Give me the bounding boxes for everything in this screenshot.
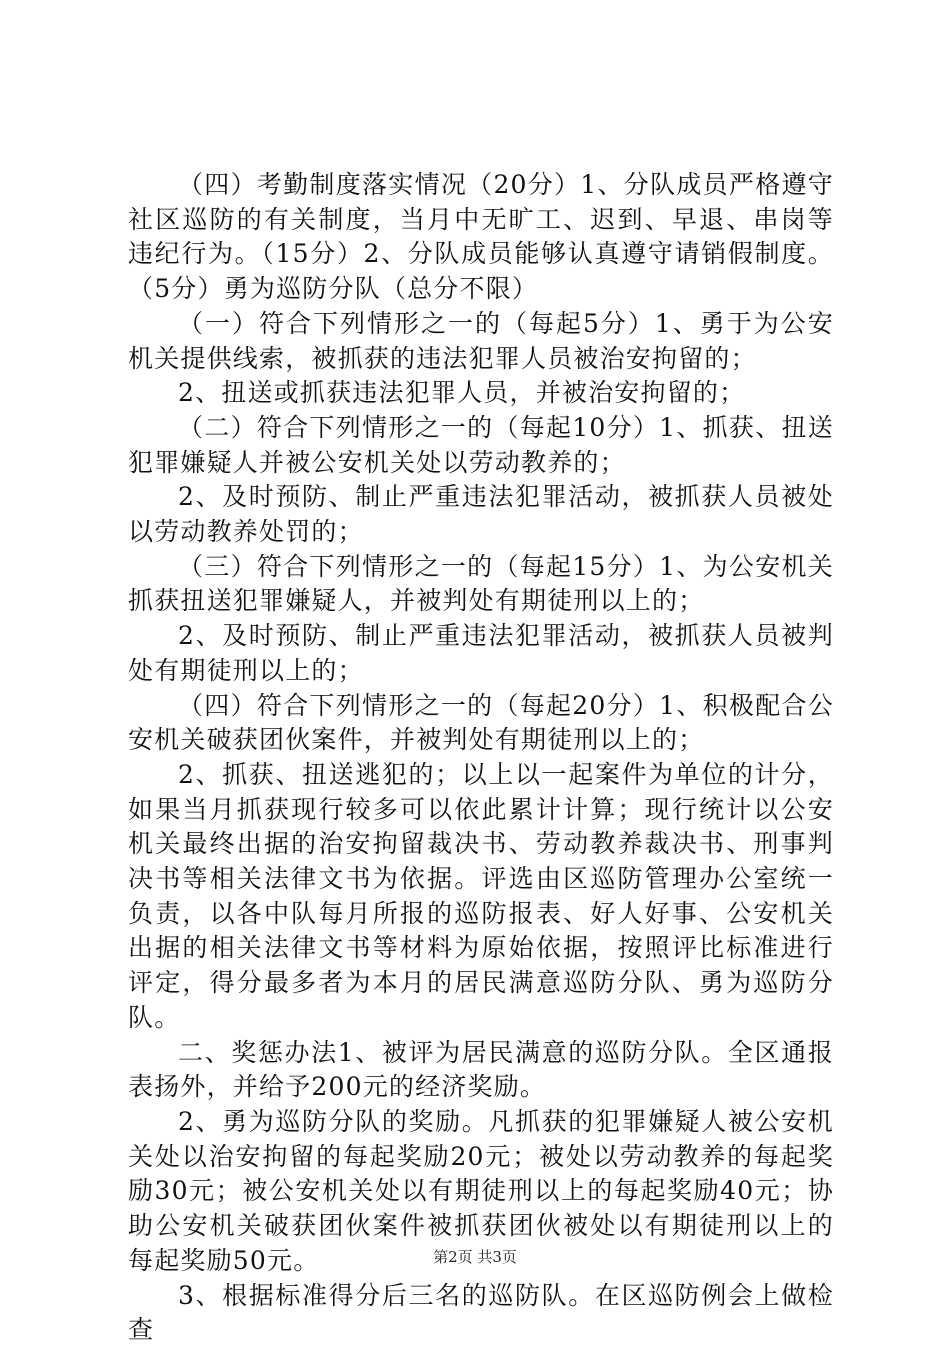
page-footer: 第2页 共3页 <box>433 1248 517 1266</box>
paragraph: （三）符合下列情形之一的（每起15分）1、为公安机关抓获扭送犯罪嫌疑人，并被判处有期徒刑以上的； <box>128 551 834 616</box>
paragraph: （二）符合下列情形之一的（每起10分）1、抓获、扭送犯罪嫌疑人并被公安机关处以劳动教养的； <box>128 412 834 477</box>
paragraph: 二、奖惩办法1、被评为居民满意的巡防分队。全区通报表扬外，并给予200元的经济奖励。 <box>128 1037 834 1102</box>
paragraph: 2、勇为巡防分队的奖励。凡抓获的犯罪嫌疑人被公安机关处以治安拘留的每起奖励20元；被处以劳动教养的每起奖励30元；被公安机关处以有期徒刑以上的每起奖励40元；协助公安机关破获团伙案件被抓获团伙被处以有期徒刑以上的每起奖励50元。 <box>128 1106 834 1275</box>
document-body <box>128 168 834 1348</box>
paragraph: 2、抓获、扭送逃犯的；以上以一起案件为单位的计分，如果当月抓获现行较多可以依此累计计算；现行统计以公安机关最终出据的治安拘留裁决书、劳动教养裁决书、刑事判决书等相关法律文书为依据。评选由区巡防管理办公室统一负责，以各中队每月所报的巡防报表、好人好事、公安机关出据的相关法律文书等材料为原始依据，按照评比标准进行评定，得分最多者为本月的居民满意巡防分队、勇为巡防分队。 <box>128 759 834 1032</box>
paragraph: 2、及时预防、制止严重违法犯罪活动，被抓获人员被处以劳动教养处罚的； <box>128 482 834 547</box>
paragraph: （四）考勤制度落实情况（20分）1、分队成员严格遵守社区巡防的有关制度，当月中无旷工、迟到、早退、串岗等违纪行为。（15分）2、分队成员能够认真遵守请销假制度。（5分）勇为巡防分队（总分不限） <box>128 170 834 304</box>
paragraph: （一）符合下列情形之一的（每起5分）1、勇于为公安机关提供线索，被抓获的违法犯罪人员被治安拘留的； <box>128 308 834 373</box>
paragraph: （四）符合下列情形之一的（每起20分）1、积极配合公安机关破获团伙案件，并被判处有期徒刑以上的； <box>128 690 834 755</box>
paragraph: 2、扭送或抓获违法犯罪人员，并被治安拘留的； <box>178 378 746 408</box>
paragraph: 3、根据标准得分后三名的巡防队。在区巡防例会上做检查 <box>128 1280 834 1345</box>
paragraph: 2、及时预防、制止严重违法犯罪活动，被抓获人员被判处有期徒刑以上的； <box>128 621 834 685</box>
